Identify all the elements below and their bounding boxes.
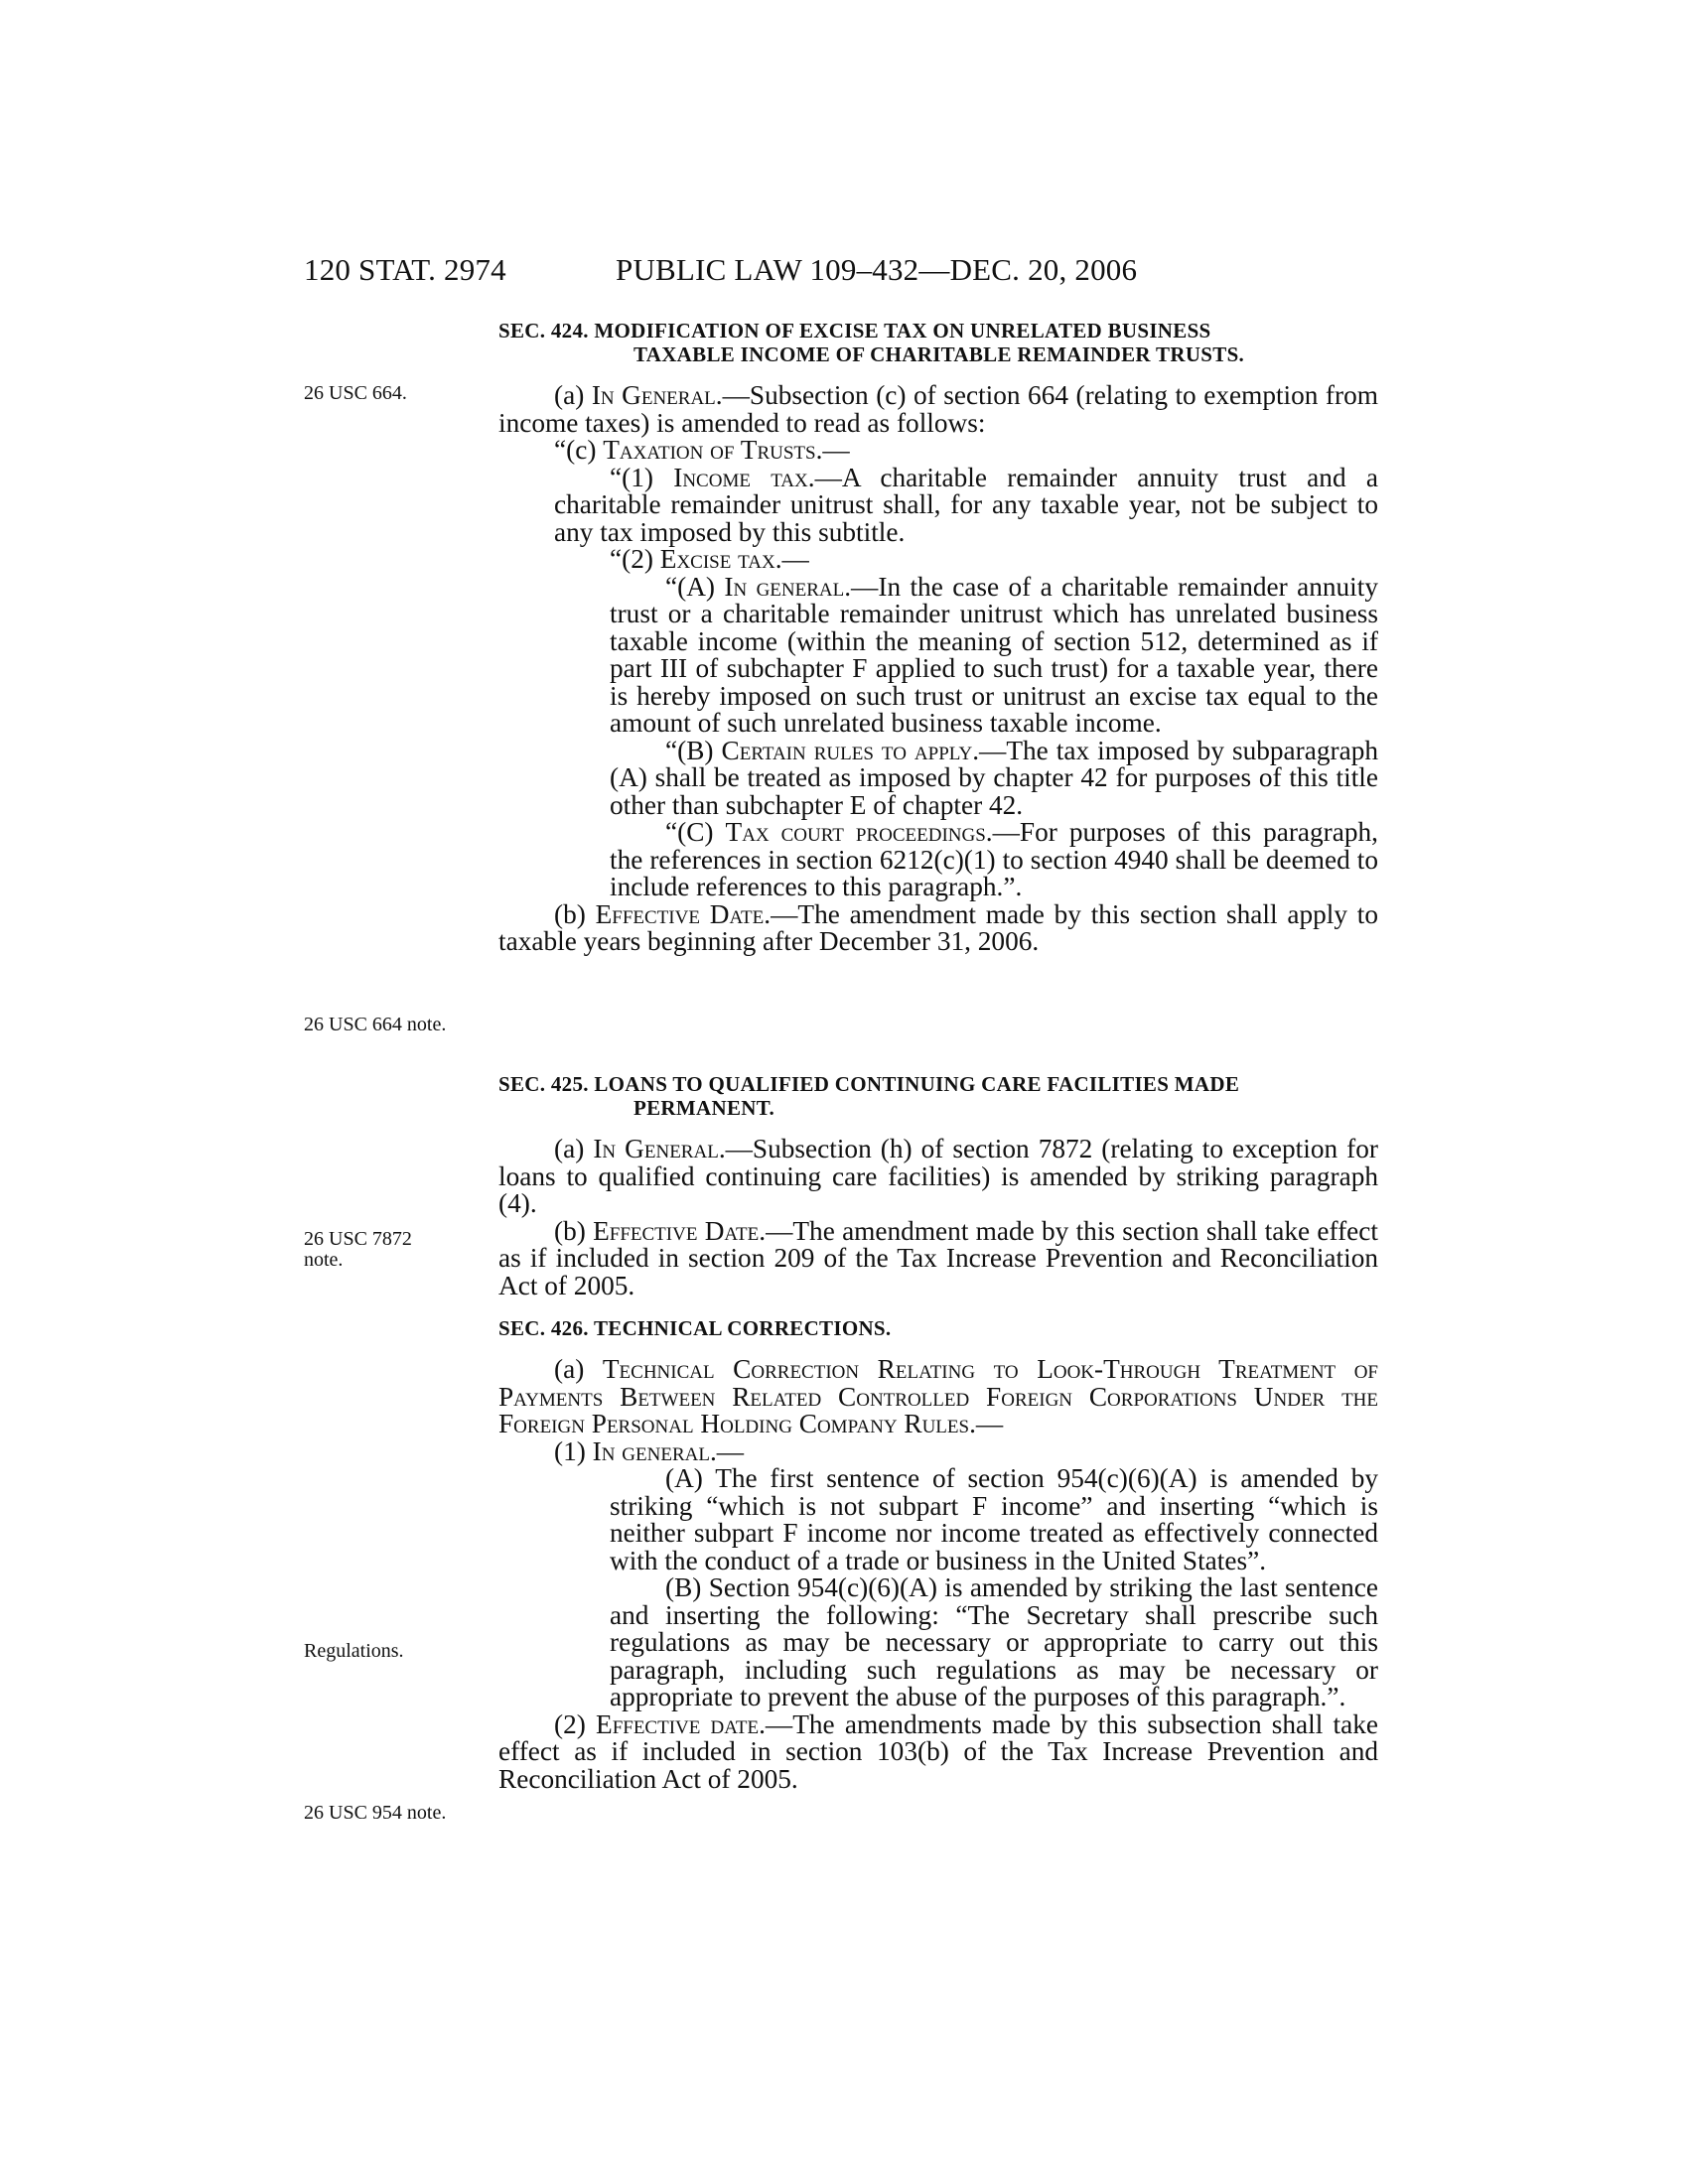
paragraph-heading: Effective date [596,1708,760,1739]
subsection-text: .—Subsection (c) of section 664 (relating to exemption from income taxes) is amended to read as follows: [498,380,1378,438]
subsection-a [498,1136,1378,1218]
subsection-number: (b) [554,898,596,929]
paragraph-number: “(2) [610,544,660,574]
subsection-heading: In General [593,1134,719,1163]
subsection-number: (a) [554,380,592,410]
subsection-text: .—The amendment made by this section shall apply to taxable years beginning after December 31, 2006. [498,898,1378,956]
paragraph-number: (2) [554,1708,597,1739]
paragraph-text: .—A charitable remainder annuity trust and a charitable remainder unitrust shall, for any taxable year, not be subject to any tax imposed by this subtitle. [554,462,1378,547]
subsection-number: (a) [554,1134,594,1163]
section-heading: SEC. 426. TECHNICAL CORRECTIONS. [498,1316,892,1340]
heading-dash: .— [815,435,850,465]
paragraph-2 [498,1708,1378,1794]
subsection-heading: Effective Date [593,1215,760,1246]
subparagraph-a [610,571,1378,738]
paragraph-2 [610,546,1378,574]
paragraph-1 [554,462,1378,547]
subparagraph-heading: Certain rules to apply [721,735,973,765]
subsection-number: (a) [554,1354,603,1384]
running-header-title: PUBLIC LAW 109–432—DEC. 20, 2006 [616,252,1138,287]
heading-dash: .— [969,1409,1004,1438]
section-heading-line: SEC. 425. LOANS TO QUALIFIED CONTINUING CARE FACILITIES MADE [498,1072,1240,1096]
subsection-b [498,898,1378,956]
subparagraph-text: .—For purposes of this paragraph, the references in section 6212(c)(1) to section 4940 shall be deemed to include references to this paragraph.”. [610,817,1379,901]
subsection-heading: Effective Date [595,898,765,929]
section-heading-line: PERMANENT. [633,1096,775,1120]
subparagraph-text: .—In the case of a charitable remainder annuity trust or a charitable remainder unitrust which has unrelated business taxable income (within the meaning of section 512, determined as if part III of subchapter F applied to such trust) for a taxable year, there is hereby imposed on such trust or unitrust an excise tax equal to the amount of such unrelated business taxable income. [610,571,1378,738]
subsection-text: .—Subsection (h) of section 7872 (relating to exception for loans to qualified continuing care facilities) is amended by striking paragraph (4). [498,1134,1378,1218]
subparagraph-number: “(A) [665,571,725,602]
section-heading [498,319,1378,366]
subsection-heading: In General [591,380,716,410]
paragraph-heading: In general [592,1435,710,1466]
section-424 [498,319,1378,956]
margin-note-regulations: Regulations. [304,1640,404,1662]
paragraph-heading: Excise tax [659,544,775,574]
subsection-a [498,382,1378,437]
section-426 [498,1316,1378,1793]
margin-note-26-usc-664: 26 USC 664. [304,382,407,404]
subparagraph-heading: Tax court proceedings [725,817,986,847]
subparagraph-number: “(C) [665,817,726,847]
subparagraph-text: .—The tax imposed by subparagraph (A) shall be treated as imposed by chapter 42 for purposes of this title other than subchapter E of chapter 42. [610,735,1379,820]
paragraph-1 [554,1435,1378,1466]
margin-note-26-usc-664-note: 26 USC 664 note. [304,1014,447,1035]
subsection-text: .—The amendment made by this section shall take effect as if included in section 209 of the Tax Increase Prevention and Reconciliation Act of 2005. [498,1215,1378,1300]
paragraph-number: (1) [554,1435,593,1466]
subparagraph-heading: In general [724,571,845,602]
heading-dash: .— [774,544,809,574]
margin-note-26-usc-954-note: 26 USC 954 note. [304,1802,447,1824]
subparagraph-b [610,735,1379,820]
subsection-a [498,1356,1378,1438]
section-425 [498,1072,1378,1299]
margin-note-line: 26 USC 7872 [304,1228,412,1250]
subsection-number: (b) [554,1215,594,1246]
page-stat-citation: 120 STAT. 2974 [304,252,506,287]
heading-dash: .— [709,1435,745,1466]
subsection-number: “(c) [554,435,604,465]
section-heading [498,1072,1378,1120]
section-heading-line: TAXABLE INCOME OF CHARITABLE REMAINDER TRUSTS. [633,342,1245,366]
quoted-subsection-c [554,437,1378,465]
margin-note-26-usc-7872-note [304,1229,412,1271]
paragraph-text: .—The amendments made by this subsection shall take effect as if included in section 103(b) of the Tax Increase Prevention and Reconciliation Act of 2005. [498,1708,1378,1794]
subparagraph-b: (B) Section 954(c)(6)(A) is amended by striking the last sentence and inserting the following: “The Secretary shall prescribe such regulations as may be necessary or appropriate to carry out this paragraph, including such regulations as may be necessary or appropriate to prevent the abuse of the purposes of this paragraph.”. [610,1572,1378,1711]
section-heading-line: SEC. 424. MODIFICATION OF EXCISE TAX ON UNRELATED BUSINESS [498,319,1211,342]
subsection-b [498,1215,1378,1300]
subparagraph-c [610,819,1378,901]
margin-note-line: note. [304,1249,344,1271]
subsection-heading: Technical Correction Relating to Look-Through Treatment of Payments Between Related Controlled Foreign Corporations Under the Foreign Personal Holding Company Rules [498,1354,1379,1438]
paragraph-heading: Income tax [673,462,808,492]
paragraph-number: “(1) [610,462,674,492]
subparagraph-a: (A) The first sentence of section 954(c)(6)(A) is amended by striking “which is not subpart F income” and inserting “which is neither subpart F income nor income treated as effectively connected with the conduct of a trade or business in the United States”. [610,1463,1378,1575]
subparagraph-number: “(B) [665,735,722,765]
subsection-heading: Taxation of Trusts [603,435,816,465]
